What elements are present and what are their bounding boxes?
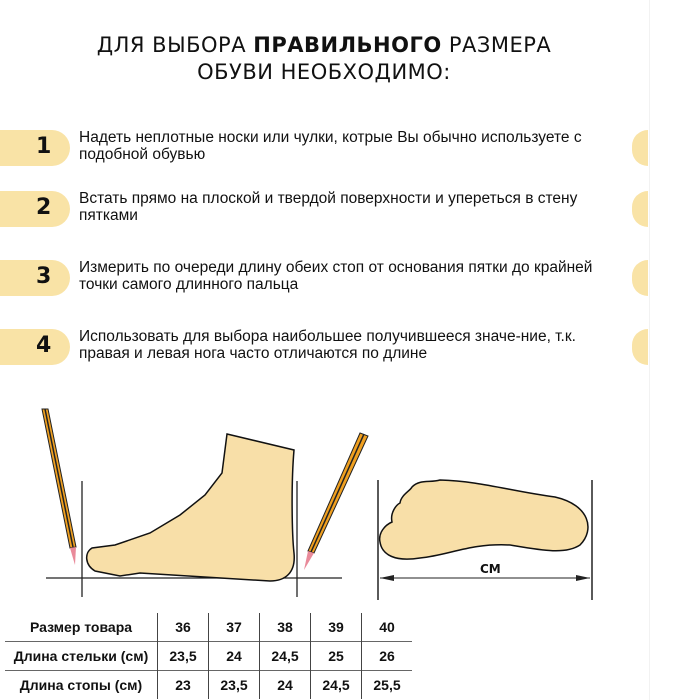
half-circle-decor (632, 130, 648, 166)
measure-unit-label: СМ (480, 562, 501, 576)
step-text: Измерить по очереди длину обеих стоп от основания пятки до крайней точки самого длинного пальца (79, 259, 593, 293)
half-circle-decor (632, 329, 648, 365)
step-3 (0, 260, 648, 298)
step-badge (0, 329, 70, 365)
step-2 (0, 191, 648, 229)
row-header: Длина стельки (см) (5, 642, 158, 671)
foot-measurement-illustration (0, 395, 650, 610)
title-part: ДЛЯ ВЫБОРА (96, 33, 254, 57)
step-number: 1 (36, 134, 52, 159)
page-title (0, 32, 648, 86)
table-cell: 23,5 (158, 642, 209, 671)
table-row (5, 671, 412, 700)
step-number: 4 (36, 333, 52, 358)
step-badge (0, 260, 70, 296)
row-header: Длина стопы (см) (5, 671, 158, 700)
table-cell: 39 (311, 613, 362, 642)
step-4 (0, 329, 648, 367)
table-cell: 24,5 (311, 671, 362, 700)
step-1 (0, 130, 648, 168)
step-badge (0, 130, 70, 166)
title-emphasis: ПРАВИЛЬНОГО (253, 33, 442, 57)
table-cell: 26 (362, 642, 413, 671)
size-table (5, 613, 412, 699)
step-badge (0, 191, 70, 227)
top-foot-drawing (378, 480, 592, 600)
table-cell: 37 (209, 613, 260, 642)
table-cell: 24,5 (260, 642, 311, 671)
table-cell: 25 (311, 642, 362, 671)
step-text: Использовать для выбора наибольшее получившееся значе-ние, т.к. правая и левая нога часто отличаются по длине (79, 328, 576, 362)
title-part: РАЗМЕРА (441, 33, 552, 57)
table-cell: 24 (260, 671, 311, 700)
table-cell: 24 (209, 642, 260, 671)
table-cell: 36 (158, 613, 209, 642)
table-row (5, 642, 412, 671)
table-cell: 40 (362, 613, 413, 642)
step-number: 2 (36, 195, 52, 220)
table-cell: 23,5 (209, 671, 260, 700)
title-line2: ОБУВИ НЕОБХОДИМО: (197, 60, 451, 84)
half-circle-decor (632, 260, 648, 296)
half-circle-decor (632, 191, 648, 227)
pencil-icon (42, 409, 76, 565)
step-text: Надеть неплотные носки или чулки, котрые Вы обычно используете с подобной обувью (79, 129, 582, 163)
row-header: Размер товара (29, 619, 133, 635)
side-foot-drawing (42, 409, 368, 597)
table-cell: 23 (158, 671, 209, 700)
table-cell: 38 (260, 613, 311, 642)
step-number: 3 (36, 264, 52, 289)
table-row (5, 613, 412, 642)
step-text: Встать прямо на плоской и твердой поверхности и упереться в стену пятками (79, 190, 578, 224)
pencil-icon (304, 433, 368, 570)
table-cell: 25,5 (362, 671, 413, 700)
